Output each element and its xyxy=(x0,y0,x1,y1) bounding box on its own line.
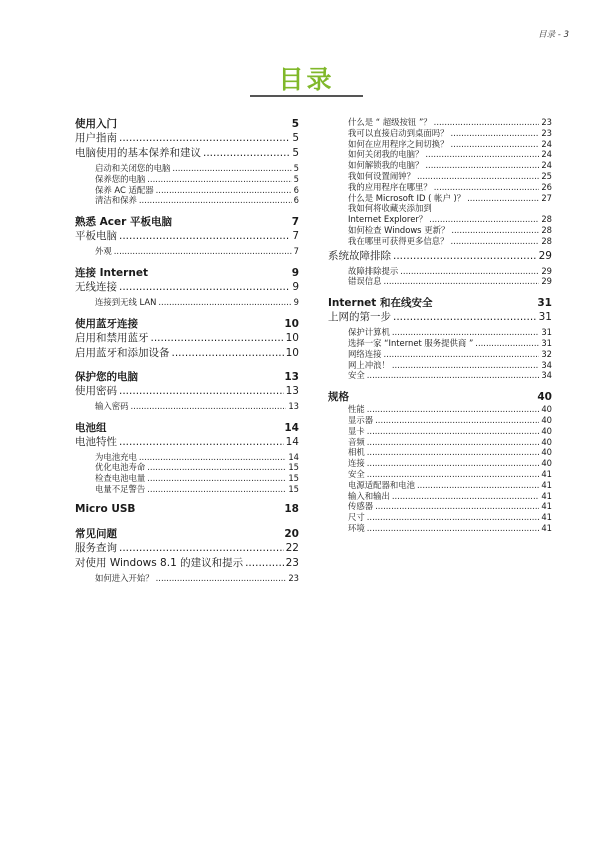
toc-entry-label: 平板电脑 xyxy=(75,230,117,243)
toc-entry-section[interactable] xyxy=(75,345,299,360)
toc-entry-chapter[interactable] xyxy=(328,295,552,309)
toc-leader-dots xyxy=(451,236,540,246)
toc-entry-sub[interactable] xyxy=(328,446,552,457)
toc-leader-dots xyxy=(367,426,540,436)
toc-entry-label: 使用蓝牙连接 xyxy=(75,317,138,330)
toc-leader-dots xyxy=(147,484,286,494)
toc-entry-label: 优化电池寿命 xyxy=(95,462,146,473)
toc-entry-section[interactable] xyxy=(75,130,299,145)
toc-leader-dots xyxy=(393,311,537,323)
toc-entry-chapter[interactable] xyxy=(75,420,299,434)
toc-entry-label: 电池特性 xyxy=(75,435,117,448)
toc-leader-dots xyxy=(367,404,540,414)
toc-entry-sub[interactable] xyxy=(75,245,299,256)
toc-page-number: 40 xyxy=(541,447,552,458)
toc-entry-label: 连接到无线 LAN xyxy=(95,296,157,307)
toc-entry-label: 如何进入开始？ xyxy=(95,572,154,583)
toc-page-number: 24 xyxy=(541,160,552,171)
toc-entry-sub[interactable] xyxy=(328,337,552,348)
toc-page-number: 7 xyxy=(292,230,299,243)
toc-entry-sub[interactable] xyxy=(75,483,299,494)
toc-entry-sub[interactable] xyxy=(328,359,552,370)
toc-entry-chapter[interactable] xyxy=(75,214,299,228)
toc-page-number: 28 xyxy=(541,235,552,246)
toc-leader-dots xyxy=(451,128,540,138)
toc-entry-label: 常见问题 xyxy=(75,527,117,540)
toc-entry-label: 安全 xyxy=(348,370,365,381)
toc-entry-label: Internet 和在线安全 xyxy=(328,297,433,310)
toc-page-number: 5 xyxy=(293,173,299,184)
toc-leader-dots xyxy=(375,501,539,511)
toc-entry-label: 外观 xyxy=(95,246,112,257)
toc-entry-chapter[interactable] xyxy=(75,316,299,330)
toc-page-number: 27 xyxy=(541,192,552,203)
toc-entry-section[interactable] xyxy=(328,248,552,263)
toc-page-number: 18 xyxy=(284,502,299,515)
toc-page-number: 7 xyxy=(291,216,299,229)
toc-entry-sub[interactable] xyxy=(75,296,299,307)
toc-leader-dots xyxy=(139,452,286,462)
toc-entry-label: 熟悉 Acer 平板电脑 xyxy=(75,216,172,229)
toc-entry-sub[interactable] xyxy=(328,265,552,276)
toc-page-number: 13 xyxy=(284,370,299,383)
toc-leader-dots xyxy=(156,573,287,583)
toc-entry-label: 检查电池电量 xyxy=(95,473,146,484)
toc-entry-sub[interactable] xyxy=(328,213,552,224)
toc-entry-label: 如何在应用程序之间切换？ xyxy=(348,138,449,149)
toc-leader-dots xyxy=(119,542,284,554)
toc-entry-label: 输入和输出 xyxy=(348,490,390,501)
toc-entry-label: 性能 xyxy=(348,404,365,415)
toc-leader-dots xyxy=(203,147,290,159)
toc-leader-dots xyxy=(367,447,540,457)
toc-page-number: 14 xyxy=(288,451,299,462)
toc-entry-label: 系统故障排除 xyxy=(328,249,391,262)
toc-entry-label: 清洁和保养 xyxy=(95,195,137,206)
toc-entry-label: 启用蓝牙和添加设备 xyxy=(75,346,170,359)
toc-entry-label: 上网的第一步 xyxy=(328,311,391,324)
toc-entry-sub[interactable] xyxy=(75,194,299,205)
toc-page-number: 20 xyxy=(284,527,299,540)
toc-page-number: 41 xyxy=(541,501,552,512)
toc-entry-sub[interactable] xyxy=(75,162,299,173)
toc-leader-dots xyxy=(114,246,292,256)
toc-page-number: 40 xyxy=(541,414,552,425)
toc-entry-sub[interactable] xyxy=(328,116,552,127)
toc-entry-sub[interactable] xyxy=(328,192,552,203)
toc-entry-section[interactable] xyxy=(75,383,299,398)
toc-entry-label: 电源适配器和电池 xyxy=(348,479,415,490)
page-header: 目录 - 3 xyxy=(538,30,569,40)
toc-entry-sub[interactable] xyxy=(75,451,299,462)
toc-page-number: 15 xyxy=(288,473,299,484)
toc-entry-label: 输入密码 xyxy=(95,400,129,411)
toc-leader-dots xyxy=(425,149,539,159)
toc-entry-sub[interactable] xyxy=(328,414,552,425)
toc-entry-label: 我如何将收藏夹添加到 xyxy=(348,203,432,214)
toc-leader-dots xyxy=(393,250,537,262)
toc-entry-label: 我如何设置闹钟？ xyxy=(348,170,415,181)
toc-page-number: 10 xyxy=(284,317,299,330)
toc-leader-dots xyxy=(119,230,290,242)
toc-page-number: 10 xyxy=(285,346,299,359)
toc-page-number: 34 xyxy=(541,370,552,381)
toc-entry-label: 显卡 xyxy=(348,425,365,436)
toc-entry-section[interactable] xyxy=(75,434,299,449)
toc-entry-sub[interactable] xyxy=(75,173,299,184)
toc-entry-sub[interactable] xyxy=(75,400,299,411)
toc-entry-label: Internet Explorer？ xyxy=(348,214,428,225)
toc-leader-dots xyxy=(367,458,540,468)
toc-page-number: 40 xyxy=(541,425,552,436)
toc-entry-sub[interactable] xyxy=(328,436,552,447)
toc-entry-sub[interactable] xyxy=(328,479,552,490)
toc-leader-dots xyxy=(451,225,539,235)
toc-entry-sub[interactable] xyxy=(328,500,552,511)
toc-entry-sub[interactable] xyxy=(328,511,552,522)
toc-entry-sub[interactable] xyxy=(328,369,552,380)
toc-page-number: 13 xyxy=(285,384,299,397)
toc-page-number: 29 xyxy=(538,249,552,262)
toc-page-number: 9 xyxy=(292,280,299,293)
toc-page-number: 5 xyxy=(291,118,299,130)
toc-entry-sub[interactable] xyxy=(328,224,552,235)
toc-page-number: 40 xyxy=(541,458,552,469)
toc-entry-label: 用户指南 xyxy=(75,132,117,144)
toc-entry-label: 网络连接 xyxy=(348,348,382,359)
toc-entry-label: 为电池充电 xyxy=(95,451,137,462)
toc-entry-sub[interactable] xyxy=(328,326,552,337)
toc-entry-label: 相机 xyxy=(348,447,365,458)
toc-entry-label: 电量不足警告 xyxy=(95,483,146,494)
toc-entry-sub[interactable] xyxy=(328,348,552,359)
toc-leader-dots xyxy=(147,174,291,184)
toc-leader-dots xyxy=(467,193,539,203)
toc-entry-label: 什么是 Microsoft ID ( 帐户 )？ xyxy=(348,192,466,203)
toc-entry-chapter[interactable] xyxy=(75,369,299,383)
toc-leader-dots xyxy=(119,281,290,293)
toc-leader-dots xyxy=(475,338,539,348)
title-divider xyxy=(250,95,363,97)
toc-leader-dots xyxy=(151,332,284,344)
toc-entry-section[interactable] xyxy=(75,330,299,345)
toc-page-number: 25 xyxy=(541,170,552,181)
toc-page-number: 5 xyxy=(292,132,299,144)
toc-entry-label: 错误信息 xyxy=(348,276,382,287)
toc-column-left xyxy=(75,116,299,583)
toc-page-number: 31 xyxy=(538,311,552,324)
toc-page-number: 23 xyxy=(285,556,299,569)
toc-entry-label: 故障排除提示 xyxy=(348,265,399,276)
toc-page-number: 7 xyxy=(293,246,299,257)
toc-entry-section[interactable] xyxy=(75,279,299,294)
toc-page-number: 23 xyxy=(541,127,552,138)
toc-entry-label: 什么是 “ 超级按钮 ”？ xyxy=(348,117,432,127)
toc-entry-sub[interactable] xyxy=(328,181,552,192)
toc-page-number: 41 xyxy=(541,479,552,490)
toc-leader-dots xyxy=(392,491,539,501)
toc-entry-chapter[interactable] xyxy=(75,526,299,540)
toc-entry-chapter[interactable] xyxy=(75,116,299,130)
toc-page-number: 41 xyxy=(541,522,552,533)
toc-entry-sub[interactable] xyxy=(328,235,552,246)
toc-page-number: 13 xyxy=(288,400,299,411)
toc-entry-sub[interactable] xyxy=(75,472,299,483)
toc-entry-label: 连接 Internet xyxy=(75,266,148,279)
toc-entry-sub[interactable] xyxy=(328,275,552,286)
toc-entry-label: 连接 xyxy=(348,458,365,469)
toc-entry-label: Micro USB xyxy=(75,502,136,515)
toc-page-number: 24 xyxy=(541,138,552,149)
toc-leader-dots xyxy=(451,139,540,149)
toc-leader-dots xyxy=(172,347,284,359)
toc-entry-chapter[interactable] xyxy=(75,265,299,279)
toc-leader-dots xyxy=(384,276,540,286)
toc-leader-dots xyxy=(400,266,539,276)
toc-page-number: 14 xyxy=(285,435,299,448)
toc-entry-label: 服务查询 xyxy=(75,541,117,554)
toc-entry-label: 环境 xyxy=(348,522,365,533)
toc-entry-label: 启用和禁用蓝牙 xyxy=(75,331,149,344)
toc-entry-label: 网上冲浪！ xyxy=(348,359,390,370)
toc-page-number: 23 xyxy=(541,117,552,127)
toc-entry-label: 如何检查 Windows 更新？ xyxy=(348,224,450,235)
toc-leader-dots xyxy=(367,469,540,479)
toc-page-number: 40 xyxy=(541,404,552,415)
toc-leader-dots xyxy=(392,360,539,370)
toc-entry-label: 我的应用程序在哪里？ xyxy=(348,181,432,192)
toc-page-number: 5 xyxy=(292,147,299,159)
toc-page-number: 26 xyxy=(541,181,552,192)
toc-entry-section[interactable] xyxy=(75,555,299,570)
toc-page-number: 41 xyxy=(541,512,552,523)
toc-entry-label: 保养您的电脑 xyxy=(95,173,146,184)
toc-page-number: 41 xyxy=(541,468,552,479)
toc-entry-section[interactable] xyxy=(75,228,299,243)
toc-leader-dots xyxy=(425,160,539,170)
toc-leader-dots xyxy=(367,370,540,380)
toc-entry-sub[interactable] xyxy=(328,457,552,468)
toc-entry-sub[interactable] xyxy=(75,572,299,583)
toc-leader-dots xyxy=(367,437,540,447)
toc-page-number: 28 xyxy=(541,224,552,235)
toc-leader-dots xyxy=(367,523,540,533)
toc-page-number: 29 xyxy=(541,265,552,276)
toc-leader-dots xyxy=(245,557,284,569)
toc-leader-dots xyxy=(434,117,540,127)
toc-entry-sub[interactable] xyxy=(75,461,299,472)
toc-page-number: 9 xyxy=(291,266,299,279)
toc-page-number: 40 xyxy=(537,391,552,404)
toc-entry-sub[interactable] xyxy=(328,159,552,170)
toc-leader-dots xyxy=(375,415,539,425)
toc-entry-label: 电池组 xyxy=(75,421,107,434)
toc-entry-sub[interactable] xyxy=(328,170,552,181)
toc-page-number: 32 xyxy=(541,348,552,359)
toc-leader-dots xyxy=(392,327,539,337)
toc-entry-label: 对使用 Windows 8.1 的建议和提示 xyxy=(75,556,244,569)
toc-page-number: 6 xyxy=(293,195,299,206)
toc-page-number: 40 xyxy=(541,436,552,447)
toc-page-number: 14 xyxy=(284,421,299,434)
toc-entry-label: 保护您的电脑 xyxy=(75,370,138,383)
toc-entry-chapter[interactable] xyxy=(328,389,552,403)
toc-leader-dots xyxy=(172,163,291,173)
toc-entry-label: 无线连接 xyxy=(75,280,117,293)
toc-entry-label: 保养 AC 适配器 xyxy=(95,184,154,195)
toc-entry-label: 使用密码 xyxy=(75,384,117,397)
toc-leader-dots xyxy=(417,171,539,181)
toc-entry-sub[interactable] xyxy=(328,148,552,159)
toc-entry-label: 使用入门 xyxy=(75,118,117,130)
toc-entry-label: 我在哪里可获得更多信息？ xyxy=(348,235,449,246)
toc-leader-dots xyxy=(434,182,540,192)
toc-page-number: 29 xyxy=(541,276,552,287)
toc-leader-dots xyxy=(367,512,540,522)
toc-entry-chapter[interactable] xyxy=(75,503,299,517)
toc-page-number: 9 xyxy=(293,296,299,307)
toc-leader-dots xyxy=(119,385,284,397)
toc-page-number: 31 xyxy=(537,297,552,310)
toc-leader-dots xyxy=(158,297,291,307)
toc-entry-subcont[interactable] xyxy=(328,202,552,213)
toc-entry-label: 传感器 xyxy=(348,501,374,512)
toc-entry-section[interactable] xyxy=(328,309,552,324)
toc-page-number: 34 xyxy=(541,359,552,370)
toc-entry-section[interactable] xyxy=(75,540,299,555)
toc-page-number: 28 xyxy=(541,214,552,225)
toc-page-number: 10 xyxy=(285,331,299,344)
toc-entry-label: 保护计算机 xyxy=(348,327,390,338)
toc-leader-dots xyxy=(131,401,287,411)
toc-entry-label: 规格 xyxy=(328,391,349,404)
toc-entry-section[interactable] xyxy=(75,145,299,160)
toc-page-number: 31 xyxy=(541,337,552,348)
toc-page-number: 6 xyxy=(293,184,299,195)
toc-entry-sub[interactable] xyxy=(328,138,552,149)
toc-leader-dots xyxy=(384,349,540,359)
toc-entry-sub[interactable] xyxy=(328,522,552,533)
toc-leader-dots xyxy=(119,436,284,448)
toc-page-number: 41 xyxy=(541,490,552,501)
toc-page-number: 15 xyxy=(288,462,299,473)
toc-entry-label: 如何解锁我的电脑？ xyxy=(348,160,424,171)
toc-entry-sub[interactable] xyxy=(328,403,552,414)
toc-entry-label: 尺寸 xyxy=(348,512,365,523)
toc-leader-dots xyxy=(156,185,292,195)
toc-entry-label: 电脑使用的基本保养和建议 xyxy=(75,147,201,159)
toc-page-number: 22 xyxy=(285,541,299,554)
toc-page-number: 24 xyxy=(541,149,552,160)
toc-entry-sub[interactable] xyxy=(328,468,552,479)
toc-entry-label: 选择一家 “Internet 服务提供商 ” xyxy=(348,337,474,348)
toc-column-right xyxy=(328,116,552,533)
toc-entry-sub[interactable] xyxy=(328,490,552,501)
toc-entry-sub[interactable] xyxy=(75,184,299,195)
toc-page-number: 31 xyxy=(541,327,552,338)
toc-entry-label: 显示器 xyxy=(348,414,374,425)
toc-leader-dots xyxy=(417,480,539,490)
toc-page-number: 5 xyxy=(293,163,299,173)
page-title: 目录 xyxy=(278,65,335,94)
toc-entry-label: 安全 xyxy=(348,468,365,479)
toc-leader-dots xyxy=(139,195,292,205)
toc-leader-dots xyxy=(147,473,286,483)
toc-entry-label: 音频 xyxy=(348,436,365,447)
toc-page-number: 15 xyxy=(288,483,299,494)
toc-leader-dots xyxy=(147,462,286,472)
toc-page-number: 23 xyxy=(288,572,299,583)
toc-entry-label: 如何关闭我的电脑？ xyxy=(348,149,424,160)
toc-entry-sub[interactable] xyxy=(328,425,552,436)
toc-entry-label: 启动和关闭您的电脑 xyxy=(95,163,171,173)
toc-entry-label: 我可以直接启动到桌面吗？ xyxy=(348,127,449,138)
toc-entry-sub[interactable] xyxy=(328,127,552,138)
toc-leader-dots xyxy=(119,132,290,144)
toc-leader-dots xyxy=(429,214,539,224)
